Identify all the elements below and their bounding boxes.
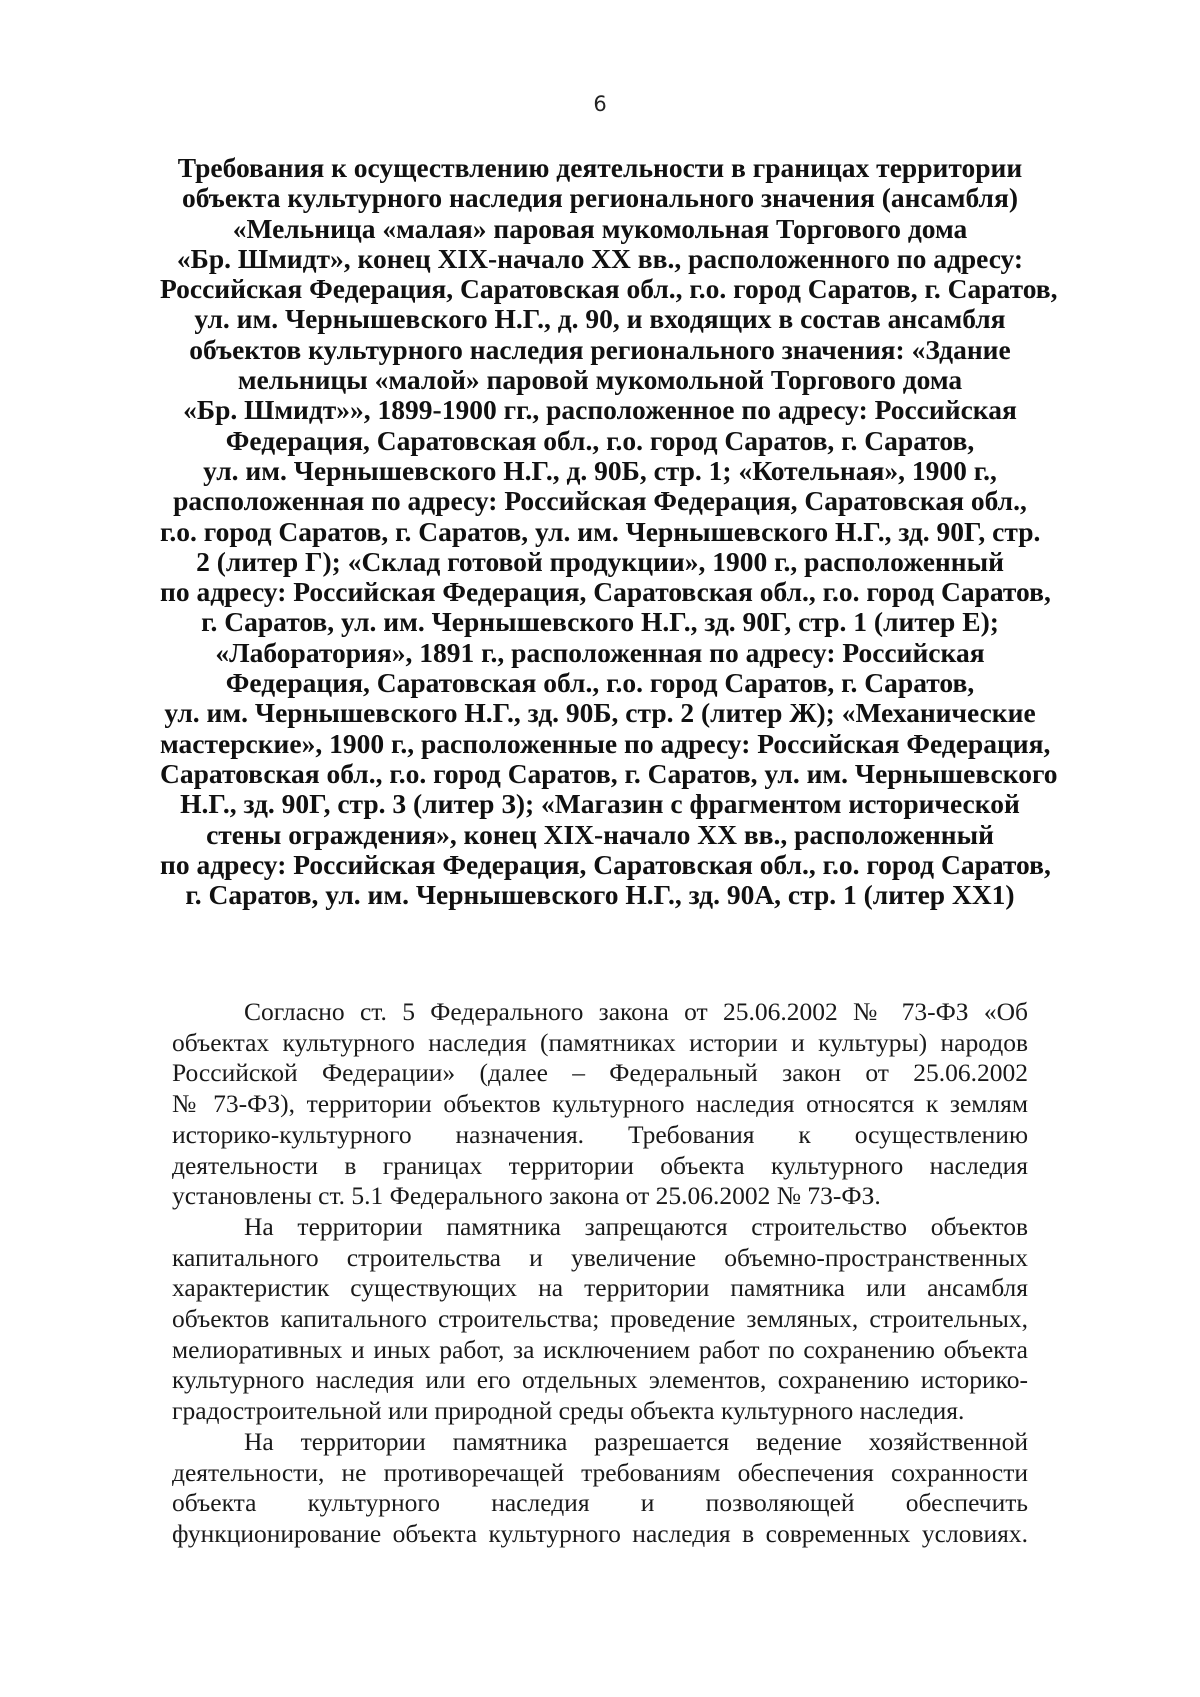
paragraph-line: объекта культурного наследия и позволяющей обеспечить bbox=[172, 1488, 1028, 1518]
title-line: ул. им. Чернышевского Н.Г., д. 90Б, стр. 1; «Котельная», 1900 г., bbox=[203, 454, 997, 486]
paragraph-line: мелиоративных и иных работ, за исключением работ по сохранению объекта bbox=[172, 1334, 1028, 1364]
paragraph-law-reference bbox=[172, 997, 1028, 1212]
title-line: г. Саратов, ул. им. Чернышевского Н.Г., зд. 90А, стр. 1 (литер XX1) bbox=[185, 879, 1015, 911]
title-line: ул. им. Чернышевского Н.Г., зд. 90Б, стр. 2 (литер Ж); «Механические bbox=[164, 697, 1036, 729]
paragraph-permissions bbox=[172, 1427, 1028, 1550]
paragraph-line: установлены ст. 5.1 Федерального закона от 25.06.2002 № 73-ФЗ. bbox=[172, 1181, 881, 1211]
body-text bbox=[172, 997, 1028, 1550]
paragraph-prohibitions bbox=[172, 1212, 1028, 1427]
paragraph-line: характеристик существующих на территории памятника или ансамбля bbox=[172, 1273, 1028, 1303]
paragraph-line: деятельности в границах территории объекта культурного наследия bbox=[172, 1150, 1028, 1180]
title-line: г. Саратов, ул. им. Чернышевского Н.Г., зд. 90Г, стр. 1 (литер Е); bbox=[201, 606, 999, 638]
paragraph-line: Российской Федерации» (далее – Федеральный закон от 25.06.2002 bbox=[172, 1058, 1028, 1088]
paragraph-line: деятельности, не противоречащей требованиям обеспечения сохранности bbox=[172, 1457, 1028, 1487]
paragraph-line: капитального строительства и увеличение объемно-пространственных bbox=[172, 1242, 1028, 1272]
title-line: г.о. город Саратов, г. Саратов, ул. им. Чернышевского Н.Г., зд. 90Г, стр. bbox=[160, 515, 1041, 547]
paragraph-line: № 73-ФЗ), территории объектов культурного наследия относятся к землям bbox=[172, 1089, 1028, 1119]
paragraph-line: историко-культурного назначения. Требования к осуществлению bbox=[172, 1119, 1028, 1149]
title-line: Федерация, Саратовская обл., г.о. город Саратов, г. Саратов, bbox=[225, 424, 975, 456]
paragraph-line: Согласно ст. 5 Федерального закона от 25.06.2002 № 73-ФЗ «Об bbox=[244, 997, 1028, 1026]
title-line: 2 (литер Г); «Склад готовой продукции», 1900 г., расположенный bbox=[196, 545, 1004, 577]
document-title bbox=[160, 152, 1058, 911]
paragraph-line: объектов капитального строительства; проведение земляных, строительных, bbox=[172, 1304, 1028, 1334]
title-line: по адресу: Российская Федерация, Саратовская обл., г.о. город Саратов, bbox=[160, 576, 1051, 608]
title-line: Н.Г., зд. 90Г, стр. 3 (литер З); «Магазин с фрагментом исторической bbox=[180, 788, 1020, 820]
title-line: стены ограждения», конец XIX-начало XX вв., расположенный bbox=[206, 818, 994, 850]
title-line: мастерские», 1900 г., расположенные по адресу: Российская Федерация, bbox=[160, 727, 1051, 759]
title-line: Саратовская обл., г.о. город Саратов, г. Саратов, ул. им. Чернышевского bbox=[160, 757, 1058, 789]
title-line: Российская Федерация, Саратовская обл., г.о. город Саратов, г. Саратов, bbox=[160, 273, 1058, 305]
page-number: 6 bbox=[593, 92, 607, 116]
title-line: «Лаборатория», 1891 г., расположенная по адресу: Российская bbox=[215, 636, 985, 668]
paragraph-line: На территории памятника разрешается ведение хозяйственной bbox=[244, 1426, 1028, 1456]
paragraph-line: градостроительной или природной среды объекта культурного наследия. bbox=[172, 1396, 965, 1426]
title-line: «Бр. Шмидт»», 1899-1900 гг., расположенное по адресу: Российская bbox=[183, 394, 1017, 426]
title-line: расположенная по адресу: Российская Федерация, Саратовская обл., bbox=[173, 485, 1027, 517]
title-line: Требования к осуществлению деятельности в границах территории bbox=[177, 152, 1023, 183]
paragraph-line: объектах культурного наследия (памятниках истории и культуры) народов bbox=[172, 1027, 1028, 1057]
title-line: Федерация, Саратовская обл., г.о. город Саратов, г. Саратов, bbox=[225, 667, 975, 699]
title-line: объекта культурного наследия регионального значения (ансамбля) bbox=[181, 182, 1019, 214]
paragraph-line: функционирование объекта культурного наследия в современных условиях. bbox=[172, 1518, 1028, 1548]
title-line: ул. им. Чернышевского Н.Г., д. 90, и входящих в состав ансамбля bbox=[194, 303, 1006, 335]
paragraph-line: На территории памятника запрещаются строительство объектов bbox=[244, 1211, 1028, 1241]
title-line: мельницы «малой» паровой мукомольной Торгового дома bbox=[237, 364, 963, 396]
title-line: объектов культурного наследия регионального значения: «Здание bbox=[189, 333, 1011, 365]
paragraph-line: культурного наследия или его отдельных элементов, сохранению историко- bbox=[172, 1365, 1028, 1395]
title-line: «Бр. Шмидт», конец XIX-начало XX вв., расположенного по адресу: bbox=[176, 242, 1024, 274]
title-line: по адресу: Российская Федерация, Саратовская обл., г.о. город Саратов, bbox=[160, 848, 1051, 880]
title-line: «Мельница «малая» паровая мукомольная Торгового дома bbox=[232, 212, 968, 244]
